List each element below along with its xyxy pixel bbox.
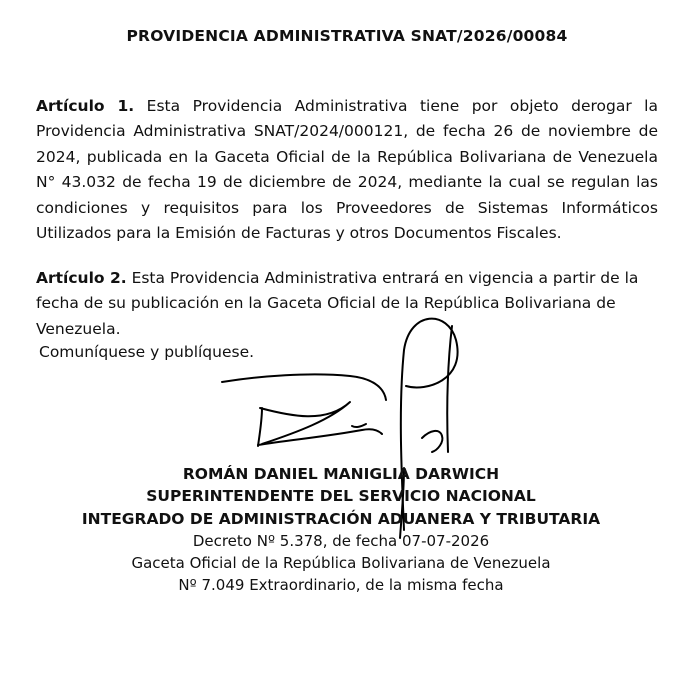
article-1-text: Esta Providencia Administrativa tiene por objeto derogar la Providencia Administrativa SNAT/2024/000121, de fecha 26 de noviembre de 2024, publicada en la Gaceta Oficial de la República Bolivariana de Venezuela N° 43.032 de fecha 19 de diciembre de 2024, mediante la cual se regulan las condiciones y requisitos para los Proveedores de Sistemas Informáticos Utilizados para la Emisión de Facturas y otros Documentos Fiscales. bbox=[36, 97, 658, 243]
signer-block bbox=[0, 463, 682, 530]
document-title: PROVIDENCIA ADMINISTRATIVA SNAT/2026/00084 bbox=[126, 27, 568, 45]
signer-title-line-2: INTEGRADO DE ADMINISTRACIÓN ADUANERA Y TRIBUTARIA bbox=[81, 509, 601, 528]
article-1 bbox=[36, 94, 658, 246]
decree-line-2: Gaceta Oficial de la República Bolivariana de Venezuela bbox=[131, 554, 551, 572]
article-2-label: Artículo 2. bbox=[36, 269, 127, 287]
article-2-text: Esta Providencia Administrativa entrará en vigencia a partir de la fecha de su publicación en la Gaceta Oficial de la República Bolivariana de Venezuela. bbox=[36, 269, 639, 338]
decree-line-3: Nº 7.049 Extraordinario, de la misma fecha bbox=[178, 576, 504, 594]
article-2 bbox=[36, 266, 658, 342]
article-1-label: Artículo 1. bbox=[36, 97, 135, 115]
signer-name: ROMÁN DANIEL MANIGLIA DARWICH bbox=[182, 465, 500, 483]
decree-line-1: Decreto Nº 5.378, de fecha 07-07-2026 bbox=[192, 532, 490, 550]
decree-block bbox=[0, 530, 682, 596]
signer-title-line-1: SUPERINTENDENTE DEL SERVICIO NACIONAL bbox=[146, 487, 536, 506]
closing-phrase: Comuníquese y publíquese. bbox=[39, 343, 255, 361]
